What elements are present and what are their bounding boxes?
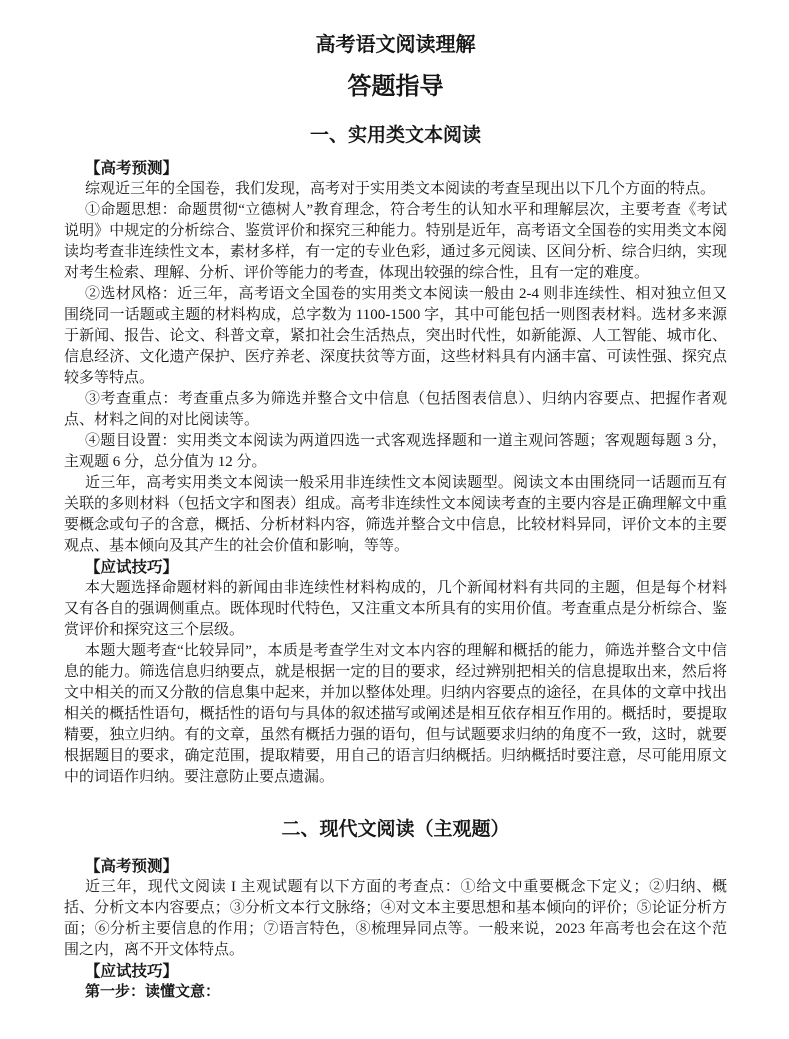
section-2-paragraph-overview: 近三年，现代文阅读 I 主观试题有以下方面的考查点：①给文中重要概念下定义；②归纳、概括、分析文本内容要点；③分析文本行文脉络；④对文本主要思想和基本倾向的评价；⑤论证分析方面；⑥分析主要信息的作用；⑦语言特色，⑧梳理异同点等。一般来说，2023 年高考也会在这个范围之内，离不开文体特点。 xyxy=(64,879,727,958)
section-1-paragraph-overview: 综观近三年的全国卷，我们发现，高考对于实用类文本阅读的考查呈现出以下几个方面的特点。 xyxy=(85,181,716,197)
section-2-forecast-label: 【高考预测】 xyxy=(85,858,179,875)
section-1-paragraph-point-3: ③考查重点：考查重点多为筛选并整合文中信息（包括图表信息）、归纳内容要点、把握作者观点、材料之间的对比阅读等。 xyxy=(64,391,727,428)
section-1-paragraph-summary: 近三年，高考实用类文本阅读一般采用非连续性文本阅读题型。阅读文本由围绕同一话题而互有关联的多则材料（包括文字和图表）组成。高考非连续性文本阅读考查的主要内容是正确理解文中重要概念或句子的含意，概括、分析材料内容，筛选并整合文中信息，比较材料异同，评价文本的主要观点、基本倾向及其产生的社会价值和影响，等等。 xyxy=(64,475,727,554)
section-2-heading: 二、现代文阅读（主观题） xyxy=(281,819,510,840)
section-1-paragraph-point-1: ①命题思想：命题贯彻“立德树人”教育理念，符合考生的认知水平和理解层次，主要考查《考试说明》中规定的分析综合、鉴赏评价和探究三种能力。特别是近年，高考语文全国卷的实用类文本阅读均考查非连续性文本，素材多样，有一定的专业色彩，通过多元阅读、区间分析、综合归纳，实现对考生检索、理解、分析、评价等能力的考查，体现出较强的综合性，且有一定的难度。 xyxy=(64,202,727,281)
section-1-paragraph-point-2: ②选材风格：近三年，高考语文全国卷的实用类文本阅读一般由 2-4 则非连续性、相对独立但又围绕同一话题或主题的材料构成，总字数为 1100-1500 字，其中可能包括一则图表材料。选材多来源于新闻、报告、论文、科普文章，紧扣社会生活热点，突出时代性，如新能源、人工智能、城市化、信息经济、文化遗产保护、医疗养老、深度扶贫等方面，这些材料具有内涵丰富、可读性强、探究点较多等特点。 xyxy=(64,286,727,386)
section-1-forecast-label: 【高考预测】 xyxy=(85,160,179,177)
section-1-paragraph-point-4: ④题目设置：实用类文本阅读为两道四选一式客观选择题和一道主观问答题；客观题每题 3 分，主观题 6 分，总分值为 12 分。 xyxy=(64,433,727,470)
doc-subtitle: 答题指导 xyxy=(347,74,444,100)
section-1-heading: 一、实用类文本阅读 xyxy=(309,125,481,146)
section-2-step-1-label: 第一步：读懂文意： xyxy=(85,984,221,1000)
doc-title: 高考语文阅读理解 xyxy=(315,34,476,56)
section-2-tips-label: 【应试技巧】 xyxy=(85,963,179,980)
section-1-tips-paragraph-2: 本题大题考查“比较异同”，本质是考查学生对文本内容的理解和概括的能力，筛选并整合文中信息的能力。筛选信息归纳要点，就是根据一定的目的要求，经过辨别把相关的信息提取出来，然后将文中相关的而又分散的信息集中起来，并加以整体处理。归纳内容要点的途径，在具体的文章中找出相关的概括性语句，概括性的语句与具体的叙述描写或阐述是相互依存相互作用的。概括时，要提取精要，独立归纳。有的文章，虽然有概括力强的语句，但与试题要求归纳的角度不一致，这时，就要根据题目的要求，确定范围，提取精要，用自己的语言归纳概括。归纳概括时要注意，尽可能用原文中的词语作归纳。要注意防止要点遗漏。 xyxy=(64,643,727,785)
section-1-tips-label: 【应试技巧】 xyxy=(85,559,179,576)
section-1-tips-paragraph-1: 本大题选择命题材料的新闻由非连续性材料构成的，几个新闻材料有共同的主题，但是每个材料又有各自的强调侧重点。既体现时代特色，又注重文本所具有的实用价值。考查重点是分析综合、鉴赏评价和探究这三个层级。 xyxy=(64,580,727,638)
